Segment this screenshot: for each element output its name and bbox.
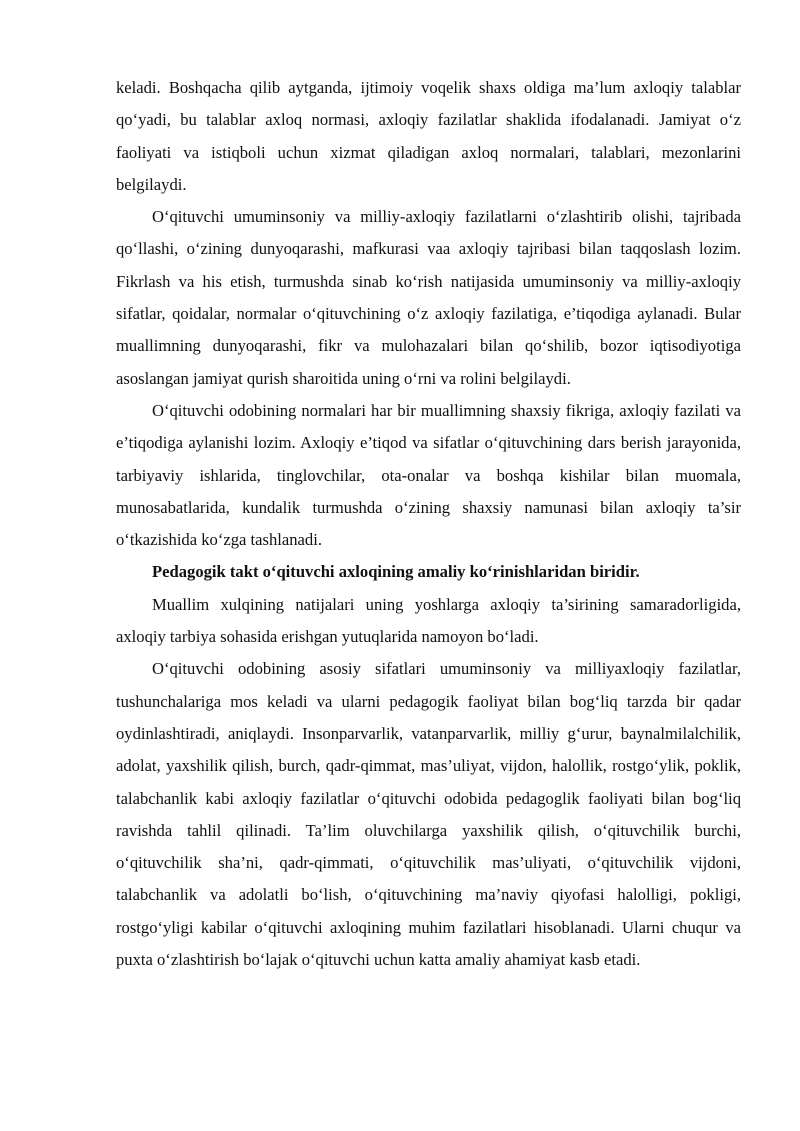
document-page [116, 72, 741, 976]
paragraph-continuation: keladi. Boshqacha qilib aytganda, ijtimoiy voqelik shaxs oldiga ma’lum axloqiy talablar qo‘yadi, bu talablar axloq normasi, axloqiy fazilatlar shaklida ifodalanadi. Jamiyat o‘z faoliyati va istiqboli uchun xizmat qiladigan axloq normalari, talablari, mezonlarini belgilaydi. [116, 78, 741, 194]
paragraph-teacher-values: O‘qituvchi umuminsoniy va milliy-axloqiy fazilatlarni o‘zlashtirib olishi, tajribada qo‘llashi, o‘zining dunyoqarashi, mafkurasi vaa axloqiy tajribasi bilan taqqoslash lozim. Fikrlash va his etish, turmushda sinab ko‘rish natijasida umuminsoniy va milliy-axloqiy sifatlar, qoidalar, normalar o‘qituvchining o‘z axloqiy fazilatiga, e’tiqodiga aylanadi. Bular muallimning dunyoqarashi, fikr va mulohazalari bilan qo‘shilib, bozor iqtisodiyotiga asoslangan jamiyat qurish sharoitida uning o‘rni va rolini belgilaydi. [116, 207, 741, 388]
paragraph-teacher-behavior: Muallim xulqining natijalari uning yoshlarga axloqiy ta’sirining samaradorligida, axloqiy tarbiya sohasida erishgan yutuqlarida namoyon bo‘ladi. [116, 594, 741, 647]
paragraph-pedagogical-tact: Pedagogik takt o‘qituvchi axloqining amaliy ko‘rinishlaridan biridir. [152, 562, 640, 582]
paragraph-ethics-norms: O‘qituvchi odobining normalari har bir muallimning shaxsiy fikriga, axloqiy fazilati va e’tiqodiga aylanishi lozim. Axloqiy e’tiqod va sifatlar o‘qituvchining dars berish jarayonida, tarbiyaviy ishlarida, tinglovchilar, ota-onalar va boshqa kishilar bilan muomala, munosabatlarida, kundalik turmushda o‘zining shaxsiy namunasi bilan axloqiy ta’sir o‘tkazishida ko‘zga tashlanadi. [116, 400, 741, 550]
paragraph-core-qualities: O‘qituvchi odobining asosiy sifatlari umuminsoniy va milliyaxloqiy fazilatlar, tushunchalariga mos keladi va ularni pedagogik faoliyat bilan bog‘liq tarzda bir qadar oydinlashtiradi, aniqlaydi. Insonparvarlik, vatanparvarlik, milliy g‘urur, baynalmilalchilik, adolat, yaxshilik qilish, burch, qadr-qimmat, mas’uliyat, vijdon, halollik, rostgo‘ylik, poklik, talabchanlik kabi axloqiy fazilatlar o‘qituvchi odobida pedagoglik faoliyati bilan bog‘liq ravishda tahlil qilinadi. Ta’lim oluvchilarga yaxshilik qilish, o‘qituvchilik burchi, o‘qituvchilik sha’ni, qadr-qimmati, o‘qituvchilik mas’uliyati, o‘qituvchilik vijdoni, talabchanlik va adolatli bo‘lish, o‘qituvchining ma’naviy qiyofasi halolligi, pokligi, rostgo‘yligi kabilar o‘qituvchi axloqining muhim fazilatlari hisoblanadi. Ularni chuqur va puxta o‘zlashtirish bo‘lajak o‘qituvchi uchun katta amaliy ahamiyat kasb etadi. [116, 659, 741, 970]
